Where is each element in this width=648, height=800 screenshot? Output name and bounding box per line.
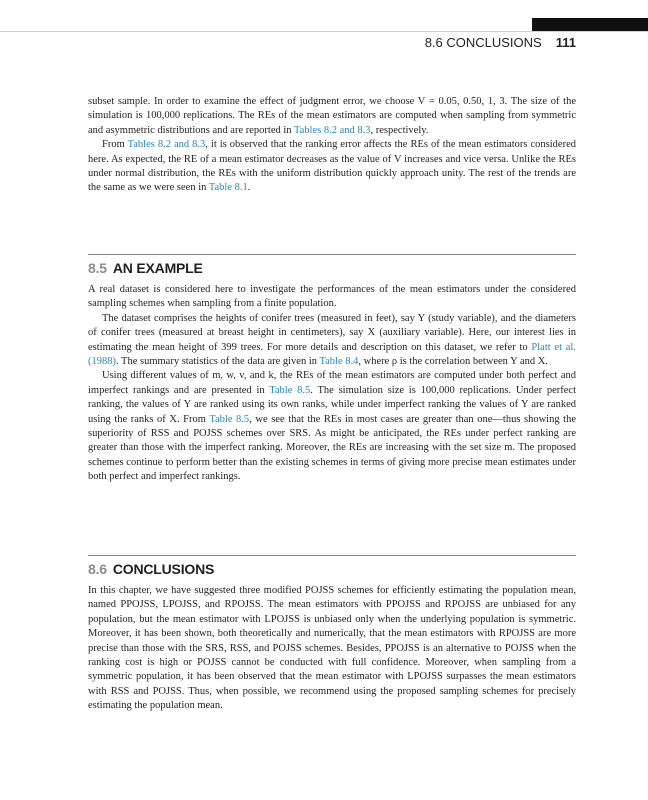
example-paragraph-3: Using different values of m, w, v, and k, the REs of the mean estimators are computed under both perfect and imperfect rankings and are presented in Table 8.5. The simulation size is 100,000 replications. Under perfect ranking, the values of Y are ranked using its own ranks, while under imperfect ranking the values of Y are ranked using the ranks of X. From Table 8.5, we see that the REs in most cases are greater than one—thus showing the superiority of RSS and POJSS schemes over SRS. As might be anticipated, the REs under perfect ranking are greater than those with the imperfect ranking. Moreover, the REs are increasing with the set size m. The proposed schemes continue to perform better than the existing schemes in terms of giving more precise mean estimates under both perfect and imperfect rankings.: [88, 370, 577, 483]
section-divider: [88, 254, 576, 255]
running-head-section: 8.6 CONCLUSIONS: [424, 35, 542, 50]
intro-text: [88, 95, 576, 196]
conclusions-paragraph-1: In this chapter, we have suggested three modified POJSS schemes for efficiently estimating the population mean, named PPOJSS, LPOJSS, and RPOJSS. The mean estimators with PPOJSS and RPOJSS are unbiased for any population, but the mean estimator with LPOJSS is unbiased only when the underlying population is symmetric. Moreover, it has been shown, both theoretically and numerically, that the mean estimators with RPOJSS are more precise than those with the SRS, RSS, and POJSS schemes. Besides, PPOJSS is an alternative to POJSS when the ranking cost is high or POJSS cannot be conducted with full confidence. Moreover, when sampling from a symmetric population, it has been observed that the mean estimator with LPOJSS surpasses the mean estimators with RSS and POJSS. Thus, when possible, we recommend using the proposed sampling schemes for precisely estimating the population mean.: [88, 585, 576, 712]
header-accent-bar: [532, 18, 648, 31]
section-heading-conclusions: [88, 561, 214, 577]
intro-paragraph-2: From Tables 8.2 and 8.3, it is observed that the ranking error affects the REs of the mean estimators considered here. As expected, the RE of a mean estimator decreases as the value of V increases and vice versa. Unlike the REs under normal distribution, the REs with the uniform distribution quickly approach unity. The rest of the trends are the same as we were seen in Table 8.1.: [88, 139, 576, 194]
table-ref-link[interactable]: Table 8.1: [208, 182, 248, 194]
table-ref-link[interactable]: Tables 8.2 and 8.3: [293, 124, 371, 136]
section-title: CONCLUSIONS: [112, 561, 215, 577]
conclusions-text: [88, 584, 576, 714]
table-ref-link[interactable]: Table 8.4: [319, 356, 359, 368]
header-rule: [0, 31, 648, 32]
table-ref-link[interactable]: Table 8.5: [209, 413, 250, 425]
citation-link[interactable]: Platt et al. (1988): [88, 341, 576, 368]
section-heading-example: [88, 260, 203, 276]
running-head: [425, 35, 576, 50]
example-paragraph-2: The dataset comprises the heights of conifer trees (measured in feet), say Y (study variable), and the diameters of conifer trees (measured at breast height in centimeters), say X (auxiliary variable). Here, our interest lies in estimating the mean height of 399 trees. For more details and description on this dataset, we refer to Platt et al. (1988). The summary statistics of the data are given in Table 8.4, where ρ is the correlation between Y and X.: [88, 312, 576, 368]
example-text: [88, 283, 576, 485]
page-number: 111: [555, 35, 576, 50]
section-number: 8.6: [88, 561, 107, 577]
section-number: 8.5: [88, 260, 107, 276]
table-ref-link[interactable]: Tables 8.2 and 8.3: [127, 139, 206, 151]
intro-paragraph-1: subset sample. In order to examine the effect of judgment error, we choose V = 0.05, 0.50, 1, 3. The size of the simulation is 100,000 replications. The REs of the mean estimators are computed when sampling from symmetric and asymmetric distributions and are reported in Tables 8.2 and 8.3, respectively.: [88, 96, 576, 136]
example-paragraph-1: A real dataset is considered here to investigate the performances of the mean estimators under the considered sampling schemes when sampling from a finite population.: [88, 284, 576, 310]
section-title: AN EXAMPLE: [112, 260, 203, 276]
section-divider: [88, 555, 576, 556]
table-ref-link[interactable]: Table 8.5: [269, 384, 311, 396]
